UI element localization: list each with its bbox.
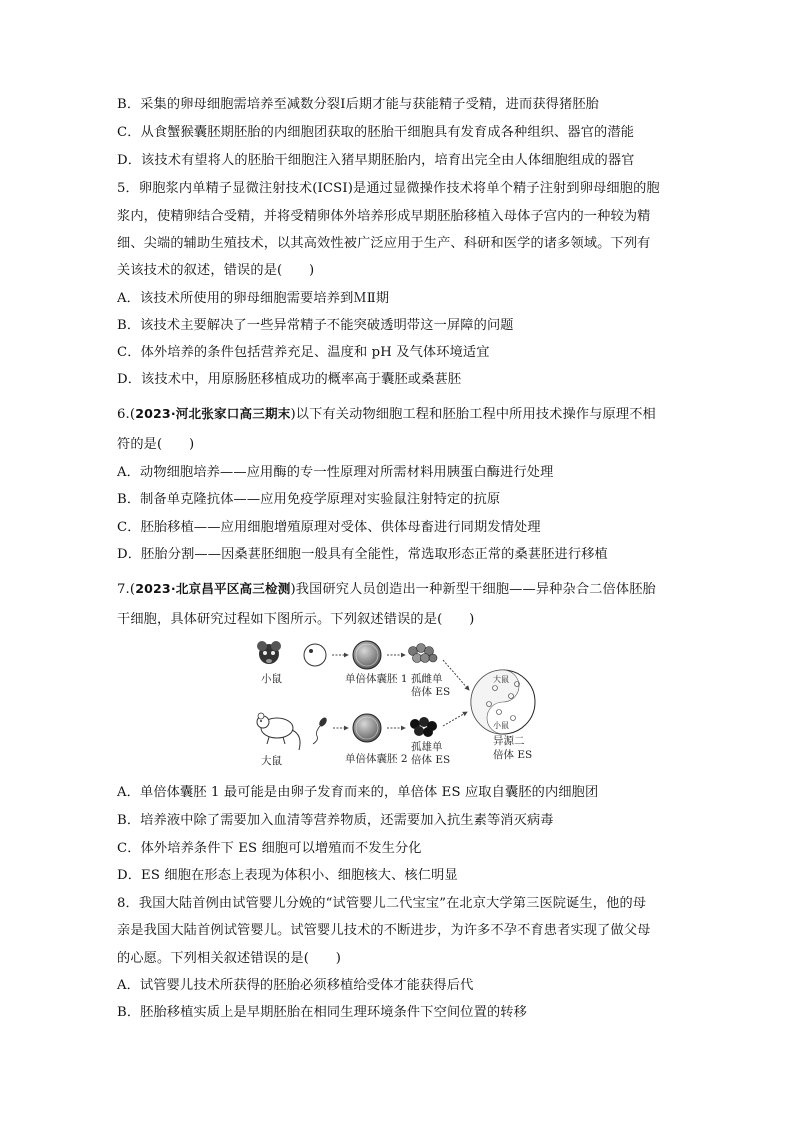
egg-cell [304, 644, 326, 666]
hybrid-inner-top: 大鼠 [493, 675, 509, 684]
es1-label-line-2: 倍体 ES [411, 686, 451, 698]
rat-icon [257, 713, 300, 750]
hybrid-diploid-es-icon [471, 670, 535, 734]
q4-option-c: C．从食蟹猴囊胚期胚胎的内细胞团获取的胚胎干细胞具有发育成各种组织、器官的潜能 [117, 125, 635, 140]
q5-stem-line-2: 浆内，使精卵结合受精，并将受精卵体外培养形成早期胚胎移植入母体子宫内的一种较为精 [117, 209, 651, 224]
q5-option-b: B．该技术主要解决了一些异常精子不能突破透明带这一屏障的问题 [117, 318, 514, 333]
q5-option-d: D．该技术中，用原肠胚移植成功的概率高于囊胚或桑葚胚 [117, 372, 462, 387]
q6-option-a: A．动物细胞培养——应用酶的专一性原理对所需材料用胰蛋白酶进行处理 [117, 465, 554, 480]
mouse-label: 小鼠 [261, 673, 282, 685]
q7-option-c: C．体外培养条件下 ES 细胞可以增殖而不发生分化 [117, 841, 422, 856]
q6-stem-line-2: 符的是( ) [117, 437, 195, 452]
es1-label-line-1: 孤雌单 [411, 673, 443, 685]
hybrid-label-line-2: 倍体 ES [493, 749, 533, 761]
q7-option-a: A．单倍体囊胚 1 最可能是由卵子发育而来的，单倍体 ES 应取自囊胚的内细胞团 [117, 785, 599, 800]
sperm-icon [313, 716, 328, 744]
parthenogenetic-es-cluster [409, 644, 438, 663]
haploid-blastocyst-1-label: 单倍体囊胚 1 [345, 673, 408, 685]
q7-prefix: 7.( [117, 582, 136, 597]
q6-prefix: 6.( [117, 407, 136, 422]
q7-stem-text: )我国研究人员创造出一种新型干细胞——异种杂合二倍体胚胎 [290, 582, 656, 597]
es2-label-line-1: 孤雄单 [411, 741, 443, 753]
haploid-blastocyst-1 [353, 641, 381, 669]
q6-option-b: B．制备单克隆抗体——应用免疫学原理对实验鼠注射特定的抗原 [117, 492, 501, 507]
q8-stem-line-3: 的心愿。下列相关叙述错误的是( ) [117, 951, 341, 966]
q6-stem-text: )以下有关动物细胞工程和胚胎工程中所用技术操作与原理不相 [290, 407, 656, 422]
q7-stem-line-2: 干细胞，具体研究过程如下图所示。下列叙述错误的是( ) [117, 612, 475, 627]
q5-stem-line-4: 关该技术的叙述，错误的是( ) [117, 263, 315, 278]
q6-option-d: D．胚胎分割——因桑葚胚细胞一般具有全能性，常选取形态正常的桑葚胚进行移植 [117, 547, 608, 562]
hybrid-label-line-1: 异源二 [493, 735, 525, 747]
rat-label: 大鼠 [261, 755, 282, 767]
q7-option-b: B．培养液中除了需要加入血清等营养物质，还需要加入抗生素等消灭病毒 [117, 813, 554, 828]
q6-option-c: C．胚胎移植——应用细胞增殖原理对受体、供体母畜进行同期发情处理 [117, 520, 541, 535]
q7-stem-line-1 [117, 580, 697, 599]
q5-option-c: C．体外培养的条件包括营养充足、温度和 pH 及气体环境适宜 [117, 345, 490, 360]
es2-label-line-2: 倍体 ES [411, 754, 451, 766]
q6-source: 2023·河北张家口高三期末 [135, 406, 291, 421]
q8-option-b: B．胚胎移植实质上是早期胚胎在相同生理环境条件下空间位置的转移 [117, 1005, 527, 1020]
androgenetic-es-cluster [410, 717, 437, 737]
q8-stem-line-2: 亲是我国大陆首例试管婴儿。试管婴儿技术的不断进步，为许多不孕不育患者实现了做父母 [117, 923, 651, 938]
q6-stem-line-1 [117, 405, 697, 424]
research-process-figure [255, 640, 555, 775]
q5-stem-line-1: 5．卵胞浆内单精子显微注射技术(ICSI)是通过显微操作技术将单个精子注射到卵母细胞的胞 [117, 181, 660, 196]
q7-source: 2023·北京昌平区高三检测 [135, 581, 291, 596]
q5-stem-line-3: 细、尖端的辅助生殖技术，以其高效性被广泛应用于生产、科研和医学的诸多领域。下列有 [117, 236, 651, 251]
mouse-head-icon [257, 641, 281, 664]
q8-stem-line-1: 8．我国大陆首例由试管婴儿分娩的“试管婴儿二代宝宝”在北京大学第三医院诞生，他的母 [117, 896, 647, 911]
q7-option-d: D．ES 细胞在形态上表现为体积小、细胞核大、核仁明显 [117, 868, 458, 883]
q8-option-a: A．试管婴儿技术所获得的胚胎必须移植给受体才能获得后代 [117, 978, 474, 993]
q5-option-a: A．该技术所使用的卵母细胞需要培养到ＭⅡ期 [117, 291, 390, 306]
q4-option-b: B．采集的卵母细胞需培养至减数分裂Ⅰ后期才能与获能精子受精，进而获得猪胚胎 [117, 97, 600, 112]
haploid-blastocyst-2-label: 单倍体囊胚 2 [345, 753, 408, 765]
haploid-blastocyst-2 [353, 714, 381, 742]
q4-option-d: D．该技术有望将人的胚胎干细胞注入猪早期胚胎内，培育出完全由人体细胞组成的器官 [117, 153, 635, 168]
hybrid-inner-bottom: 小鼠 [493, 721, 509, 730]
